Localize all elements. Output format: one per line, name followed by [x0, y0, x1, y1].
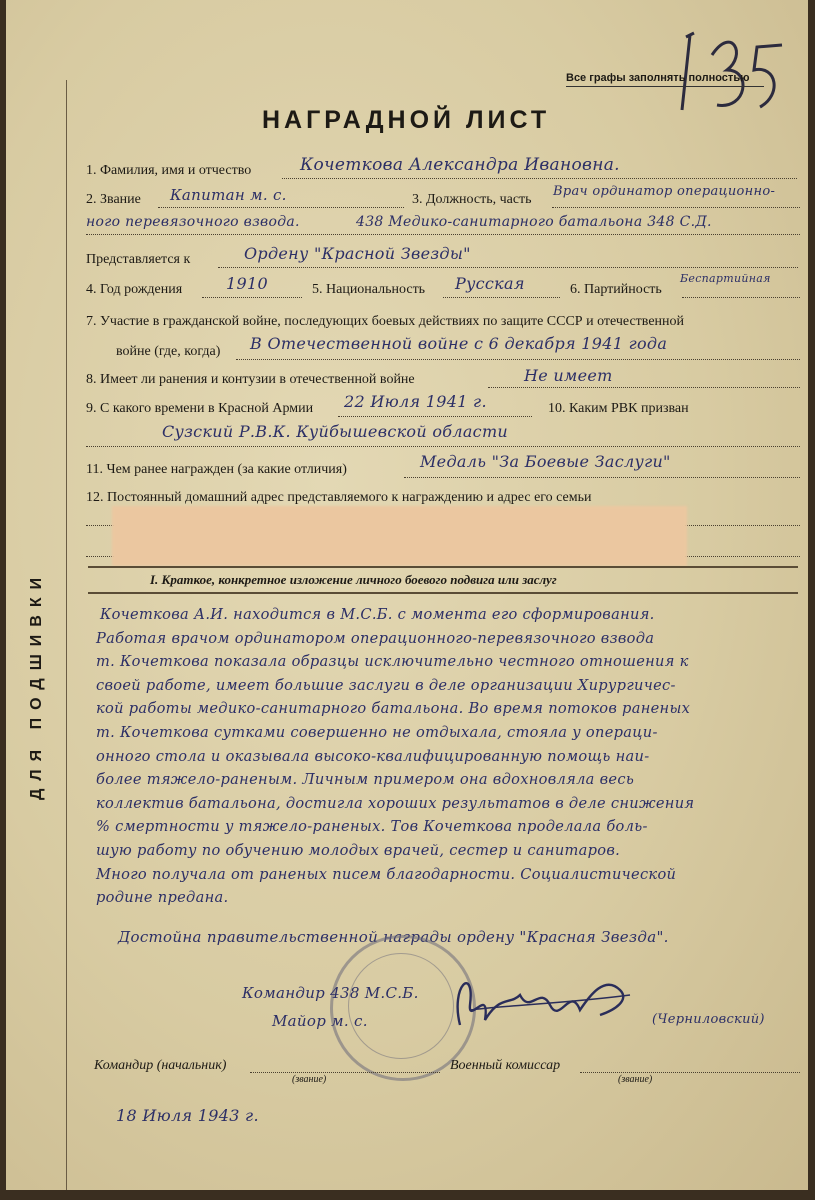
citation-line: коллектив батальона, достигла хороших результатов в деле снижения — [96, 794, 695, 812]
citation-line: т. Кочеткова сутками совершенно не отдыхала, стояла у операци- — [96, 723, 658, 741]
commissar-label: Военный комиссар — [450, 1058, 561, 1073]
presented-label: Представляется к — [86, 252, 191, 267]
field-5-value: Русская — [455, 274, 525, 293]
field-2-label: 2. Звание — [86, 192, 141, 207]
field-9-label: 9. С какого времени в Красной Армии — [86, 401, 314, 416]
field-8-label: 8. Имеет ли ранения и контузии в отечественной войне — [86, 372, 415, 387]
rank-line: Майор м. с. — [272, 1012, 368, 1030]
commander-line: Командир 438 М.С.Б. — [242, 984, 419, 1002]
commander-label: Командир (начальник) — [94, 1058, 227, 1073]
citation-line: более тяжело-раненым. Личным примером она вдохновляла весь — [96, 771, 635, 789]
citation-line: Работая врачом ординатором операционного-перевязочного взвода — [96, 629, 655, 647]
field-3-line-2 — [86, 234, 800, 235]
field-1-line — [282, 178, 797, 179]
field-4-label: 4. Год рождения — [86, 282, 183, 297]
field-9-line — [338, 416, 532, 417]
field-6-label: 6. Партийность — [570, 282, 662, 297]
document-date: 18 Июля 1943 г. — [116, 1106, 259, 1125]
presented-value: Ордену "Красной Звезды" — [244, 244, 471, 263]
commander-sign-line — [250, 1072, 440, 1073]
citation-line: своей работе, имеет большие заслуги в деле организации Хирургичес- — [96, 676, 676, 694]
field-8-value: Не имеет — [524, 366, 613, 385]
field-1-label: 1. Фамилия, имя и отчество — [86, 163, 252, 178]
section-rule-bottom — [88, 592, 798, 594]
field-8-line — [488, 387, 800, 388]
citation-line: Много получала от раненых писем благодарности. Социалистической — [96, 865, 677, 883]
field-5-label: 5. Национальность — [312, 282, 426, 297]
field-7-value: В Отечественной войне с 6 декабря 1941 года — [250, 334, 668, 353]
binding-label: ДЛЯ ПОДШИВКИ — [28, 569, 45, 800]
presented-line — [218, 267, 798, 268]
field-5-line — [443, 297, 560, 298]
field-9-value: 22 Июля 1941 г. — [344, 392, 487, 411]
rank-caption-left: (звание) — [292, 1074, 327, 1085]
rank-caption-right: (звание) — [618, 1074, 653, 1085]
field-2-value: Капитан м. с. — [170, 186, 287, 204]
field-3-value-a: Врач ординатор операционно- — [553, 184, 776, 199]
field-3-value-b: ного перевязочного взвода. — [86, 214, 300, 230]
conclusion-text: Достойна правительственной награды ордену "Красная Звезда". — [118, 928, 669, 946]
document-title: НАГРАДНОЙ ЛИСТ — [262, 106, 551, 134]
fill-instruction: Все графы заполнять полностью — [566, 72, 750, 84]
instruction-underline — [566, 86, 764, 87]
field-3-label: 3. Должность, часть — [412, 192, 532, 207]
field-4-value: 1910 — [226, 274, 268, 293]
signer-name: (Черниловский) — [652, 1012, 765, 1027]
archive-number — [672, 15, 792, 125]
field-7-label-a: 7. Участие в гражданской войне, последующих боевых действиях по защите СССР и отечественной — [86, 314, 685, 329]
binding-line — [66, 80, 67, 1190]
field-10-value: Сузский Р.В.К. Куйбышевской области — [162, 422, 509, 441]
redacted-address — [112, 506, 687, 566]
citation-text — [96, 603, 806, 910]
commissar-sign-line — [580, 1072, 800, 1073]
field-11-label: 11. Чем ранее награжден (за какие отличия) — [86, 462, 347, 477]
field-7-line — [236, 359, 800, 360]
citation-line: кой работы медико-санитарного батальона. Во время потоков раненых — [96, 700, 691, 718]
citation-line: онного стола и оказывала высоко-квалифицированную помощь наи- — [96, 747, 650, 765]
right-edge — [808, 0, 815, 1200]
signature-icon — [430, 965, 650, 1045]
field-10-line — [86, 446, 800, 447]
field-6-line — [682, 297, 800, 298]
field-3-line — [552, 207, 800, 208]
section-title: I. Краткое, конкретное изложение личного боевого подвига или заслуг — [150, 572, 557, 587]
field-11-value: Медаль "За Боевые Заслуги" — [420, 452, 671, 471]
section-rule-top — [88, 566, 798, 568]
left-edge — [0, 0, 6, 1200]
citation-line: % смертности у тяжело-раненых. Тов Кочеткова проделала боль- — [96, 818, 648, 836]
citation-line: родине предана. — [96, 889, 229, 907]
field-12-label: 12. Постоянный домашний адрес представляемого к награждению и адрес его семьи — [86, 490, 592, 505]
field-6-value: Беспартийная — [680, 272, 771, 285]
field-10-label: 10. Каким РВК призван — [548, 401, 689, 416]
field-2-line — [158, 207, 404, 208]
field-1-value: Кочеткова Александра Ивановна. — [300, 155, 620, 175]
citation-line: Кочеткова А.И. находится в М.С.Б. с момента его сформирования. — [100, 606, 655, 623]
field-11-line — [404, 477, 800, 478]
field-4-line — [202, 297, 302, 298]
field-7-label-b: войне (где, когда) — [116, 344, 221, 359]
citation-line: т. Кочеткова показала образцы исключительно честного отношения к — [96, 653, 689, 671]
field-3-value-c: 438 Медико-санитарного батальона 348 С.Д. — [356, 214, 712, 230]
citation-line: шую работу по обучению молодых врачей, сестер и санитаров. — [96, 841, 621, 859]
bottom-edge — [0, 1190, 815, 1200]
